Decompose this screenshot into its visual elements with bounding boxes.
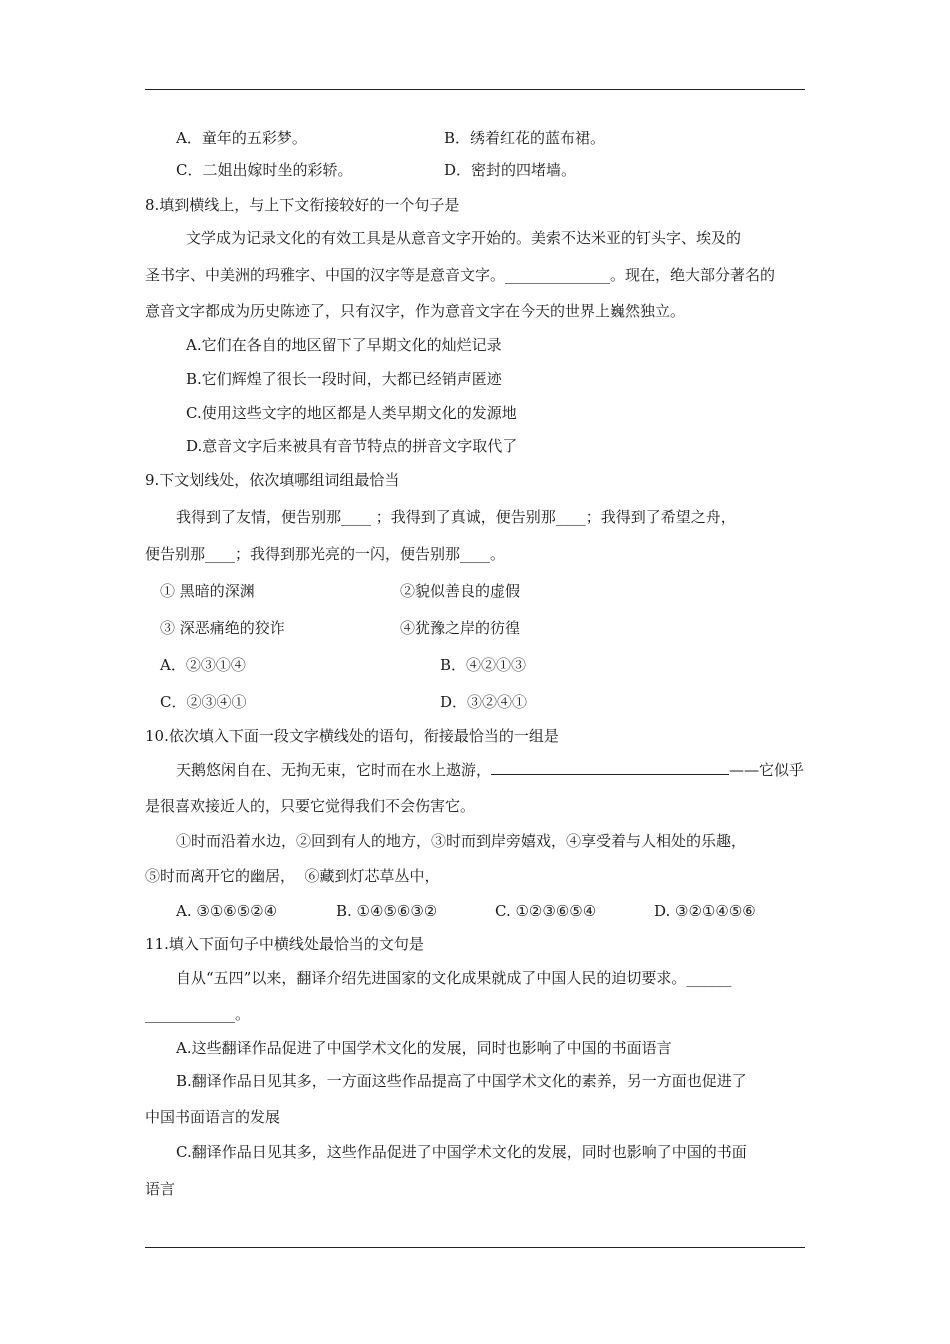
q9-passage-line-1: 我得到了友情，便告别那____ ；我得到了真诚，便告别那____；我得到了希望之舟， <box>176 508 736 526</box>
footer-rule <box>145 1247 805 1248</box>
q9-option-d: D．③②④① <box>440 693 528 711</box>
q10-items-line-2: ⑤时而离开它的幽居， ⑥藏到灯芯草丛中， <box>145 867 440 885</box>
q7-option-c: C．二姐出嫁时坐的彩轿。 <box>176 161 353 179</box>
q9-option-b: B．④②①③ <box>440 656 527 674</box>
q11-passage-line-2: ____________。 <box>145 1005 251 1023</box>
q10-option-c: C. ①②③⑥⑤④ <box>495 902 597 920</box>
q9-item-3: ③ 深恶痛绝的狡诈 <box>160 619 285 637</box>
q8-stem: 8.填到横线上，与上下文衔接较好的一个句子是 <box>145 196 460 214</box>
q8-blank: ______________ <box>505 266 611 284</box>
q9-item-4: ④犹豫之岸的彷徨 <box>400 619 521 637</box>
q7-option-b: B．绣着红花的蓝布裙。 <box>444 129 606 147</box>
q8-passage-line-1: 文学成为记录文化的有效工具是从意音文字开始的。美索不达米亚的钉头字、埃及的 <box>186 229 742 247</box>
q10-passage-line-2: 是很喜欢接近人的，只要它觉得我们不会伤害它。 <box>145 797 476 815</box>
q8-option-d: D.意音文字后来被具有音节特点的拼音文字取代了 <box>186 437 518 455</box>
q9-passage-line-2: 便告别那____；我得到那光亮的一闪，便告别那____。 <box>145 545 506 563</box>
q8-passage-line-2: 圣书字、中美洲的玛雅字、中国的汉字等是意音文字。______________。现在，绝大部分著名的 <box>145 266 776 284</box>
q10-blank <box>491 760 729 775</box>
q8-passage-line-3: 意音文字都成为历史陈迹了，只有汉字，作为意音文字在今天的世界上巍然独立。 <box>145 302 686 320</box>
header-rule <box>145 89 805 90</box>
q9-item-1: ① 黑暗的深渊 <box>160 582 255 600</box>
q8-option-a: A.它们在各自的地区留下了早期文化的灿烂记录 <box>186 336 502 354</box>
q11-option-c-line-1: C.翻译作品日见其多，这些作品促进了中国学术文化的发展，同时也影响了中国的书面 <box>176 1143 747 1161</box>
q9-option-a: A．②③①④ <box>160 656 246 674</box>
q9-item-2: ②貌似善良的虚假 <box>400 582 521 600</box>
q10-option-d: D. ③②①④⑤⑥ <box>654 902 756 920</box>
q11-option-b-line-1: B.翻译作品日见其多，一方面这些作品提高了中国学术文化的素养，另一方面也促进了 <box>176 1072 747 1090</box>
q8-option-c: C.使用这些文字的地区都是人类早期文化的发源地 <box>186 404 517 422</box>
q10-passage-line-1: 天鹅悠闲自在、无拘无束，它时而在水上遨游， ——它似乎 <box>176 761 805 779</box>
q7-option-d: D．密封的四堵墙。 <box>444 161 577 179</box>
q11-option-b-line-2: 中国书面语言的发展 <box>145 1108 281 1126</box>
q9-option-c: C．②③④① <box>160 693 247 711</box>
q10-items-line-1: ①时而沿着水边，②回到有人的地方，③时而到岸旁嬉戏，④享受着与人相处的乐趣， <box>176 832 747 850</box>
q10-option-a: A. ③①⑥⑤②④ <box>176 902 278 920</box>
q11-option-c-line-2: 语言 <box>145 1180 176 1198</box>
q8-option-b: B.它们辉煌了很长一段时间，大都已经销声匿迹 <box>186 370 502 388</box>
q11-option-a: A.这些翻译作品促进了中国学术文化的发展，同时也影响了中国的书面语言 <box>176 1039 672 1057</box>
q10-option-b: B. ①④⑤⑥③② <box>336 902 438 920</box>
q11-stem: 11.填入下面句子中横线处最恰当的文句是 <box>145 935 424 953</box>
q10-stem: 10.依次填入下面一段文字横线处的语句，衔接最恰当的一组是 <box>145 727 559 745</box>
q11-passage-line-1: 自从“五四”以来，翻译介绍先进国家的文化成果就成了中国人民的迫切要求。______ <box>176 969 732 987</box>
q7-option-a: A．童年的五彩梦。 <box>176 129 307 147</box>
q9-stem: 9.下文划线处，依次填哪组词组最恰当 <box>145 471 400 489</box>
